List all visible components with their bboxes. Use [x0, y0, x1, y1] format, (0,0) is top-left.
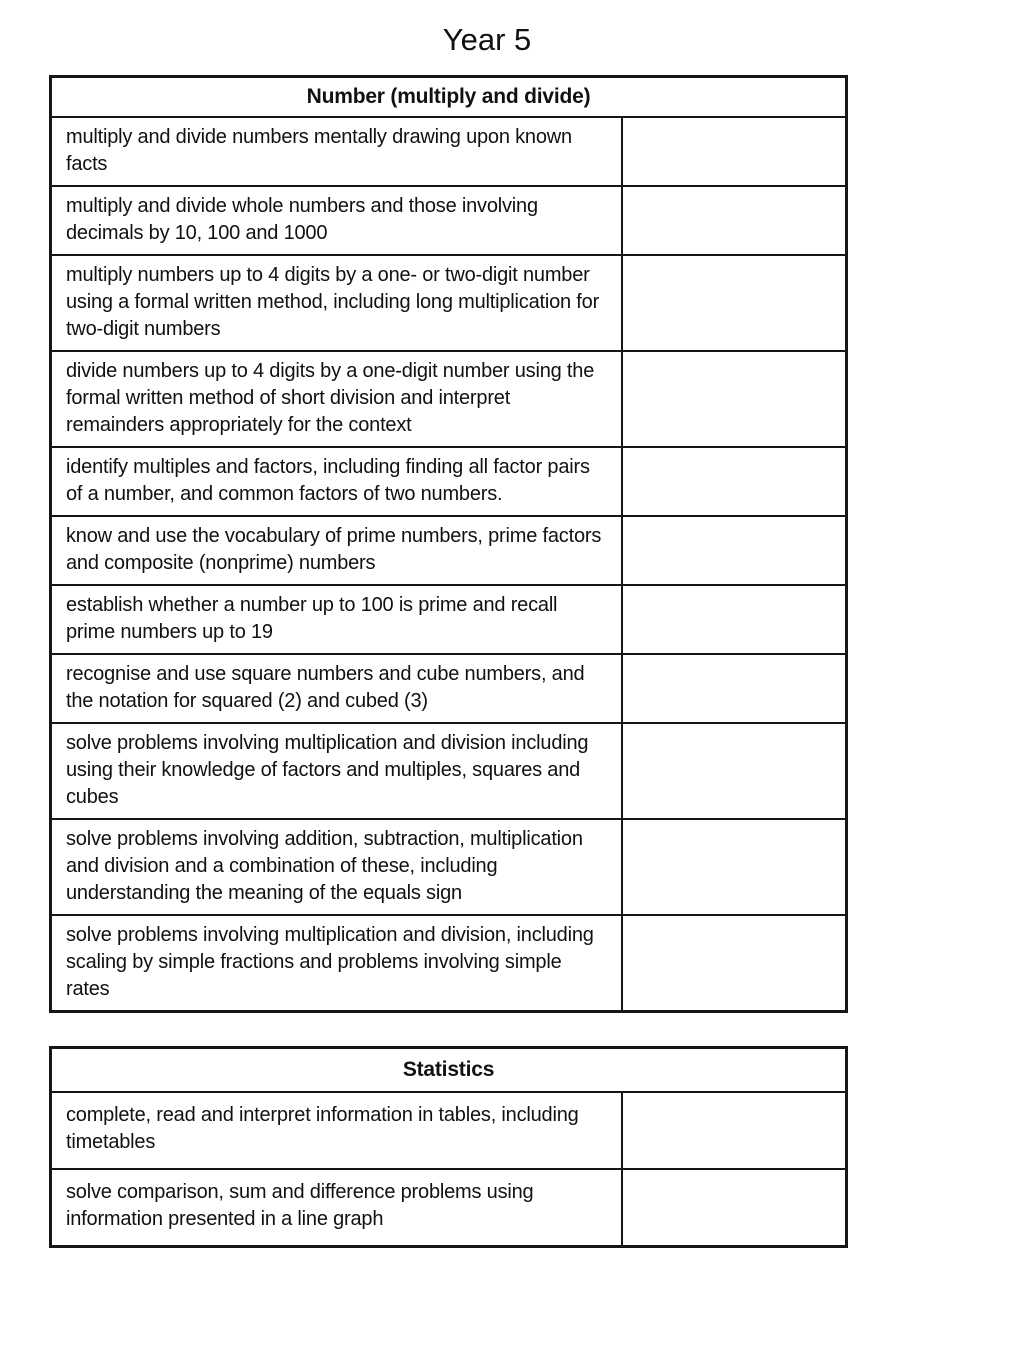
- assessment-cell: [622, 915, 847, 1012]
- section-header: Number (multiply and divide): [51, 77, 847, 118]
- objective-text: establish whether a number up to 100 is prime and recall prime numbers up to 19: [51, 585, 622, 654]
- page-title: Year 5: [442, 22, 532, 57]
- section-header: Statistics: [51, 1048, 847, 1093]
- objective-text: know and use the vocabulary of prime numbers, prime factors and composite (nonprime) numbers: [51, 516, 622, 585]
- objective-row: [51, 117, 847, 186]
- objective-text: multiply and divide whole numbers and those involving decimals by 10, 100 and 1000: [51, 186, 622, 255]
- assessment-cell: [622, 117, 847, 186]
- objective-text: multiply numbers up to 4 digits by a one- or two-digit number using a formal written method, including long multiplication for two-digit numbers: [51, 255, 622, 351]
- objective-row: [51, 1169, 847, 1247]
- objective-text: recognise and use square numbers and cube numbers, and the notation for squared (2) and cubed (3): [51, 654, 622, 723]
- assessment-cell: [622, 585, 847, 654]
- assessment-cell: [622, 723, 847, 819]
- section-header-row: [51, 77, 847, 118]
- objective-text: solve problems involving multiplication and division including using their knowledge of factors and multiples, squares and cubes: [51, 723, 622, 819]
- assessment-cell: [622, 819, 847, 915]
- objective-text: complete, read and interpret information in tables, including timetables: [51, 1092, 622, 1169]
- objective-row: [51, 255, 847, 351]
- objective-row: [51, 915, 847, 1012]
- objective-row: [51, 723, 847, 819]
- objective-row: [51, 819, 847, 915]
- section-header-row: [51, 1048, 847, 1093]
- objective-row: [51, 654, 847, 723]
- assessment-cell: [622, 351, 847, 447]
- objective-row: [51, 447, 847, 516]
- objective-text: identify multiples and factors, including finding all factor pairs of a number, and common factors of two numbers.: [51, 447, 622, 516]
- objective-row: [51, 516, 847, 585]
- objective-text: solve problems involving multiplication and division, including scaling by simple fractions and problems involving simple rates: [51, 915, 622, 1012]
- objective-text: multiply and divide numbers mentally drawing upon known facts: [51, 117, 622, 186]
- assessment-cell: [622, 654, 847, 723]
- objective-text: solve comparison, sum and difference problems using information presented in a line graph: [51, 1169, 622, 1247]
- checklist-table: [49, 1046, 848, 1248]
- objective-row: [51, 585, 847, 654]
- assessment-cell: [622, 255, 847, 351]
- assessment-cell: [622, 447, 847, 516]
- objective-row: [51, 351, 847, 447]
- objective-row: [51, 186, 847, 255]
- assessment-cell: [622, 186, 847, 255]
- checklist-table: [49, 75, 848, 1013]
- assessment-cell: [622, 1169, 847, 1247]
- objective-text: solve problems involving addition, subtraction, multiplication and division and a combination of these, including understanding the meaning of the equals sign: [51, 819, 622, 915]
- assessment-cell: [622, 516, 847, 585]
- objective-row: [51, 1092, 847, 1169]
- objective-text: divide numbers up to 4 digits by a one-digit number using the formal written method of short division and interpret remainders appropriately for the context: [51, 351, 622, 447]
- assessment-cell: [622, 1092, 847, 1169]
